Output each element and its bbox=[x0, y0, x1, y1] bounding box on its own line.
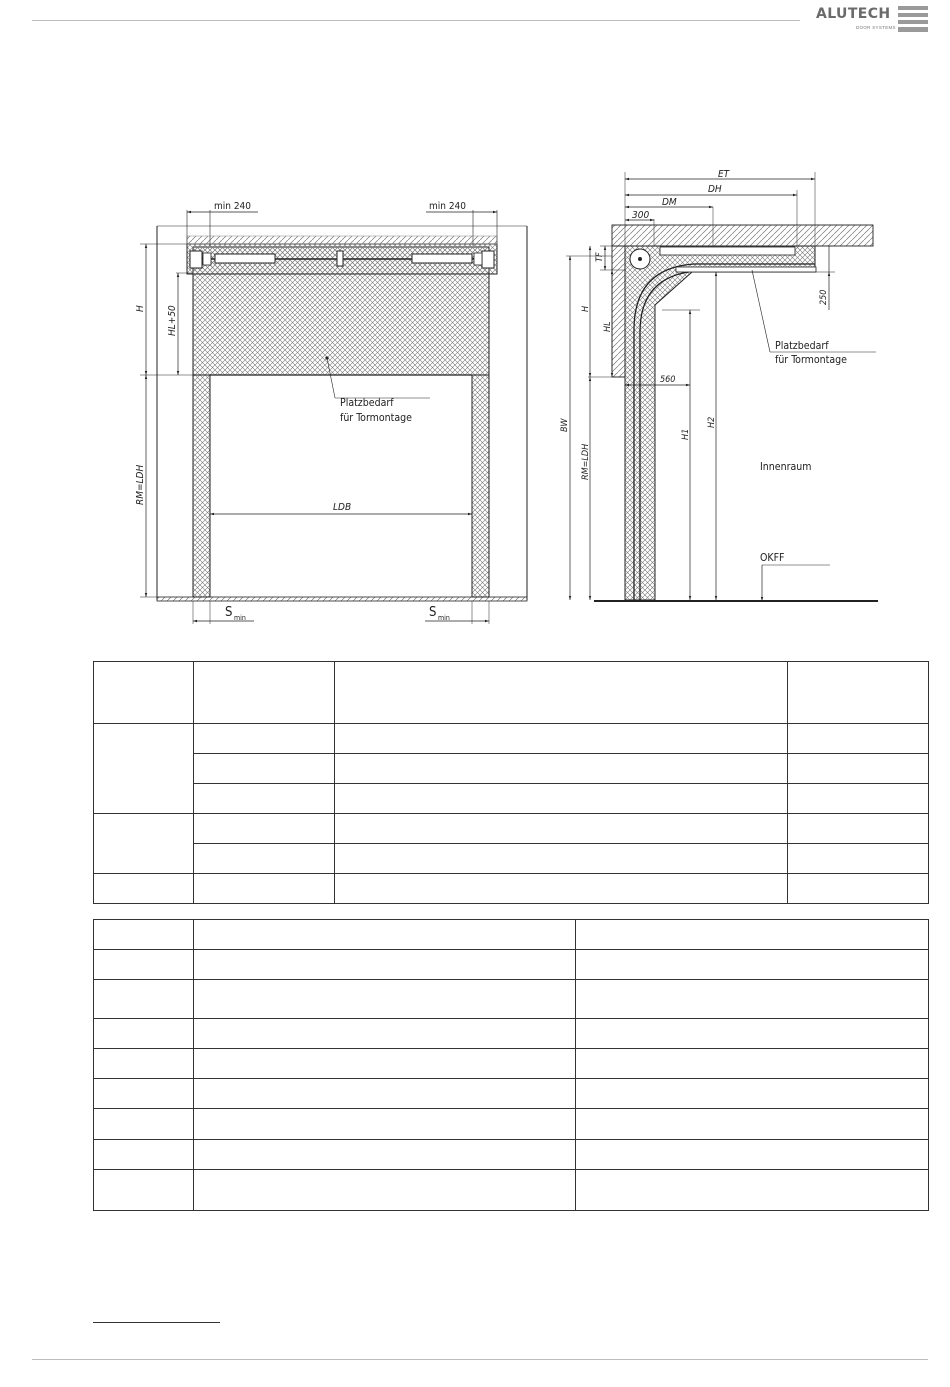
front-callout-line1: Platzbedarf bbox=[340, 397, 394, 409]
table-dimensions-a bbox=[93, 661, 929, 904]
table-row bbox=[94, 1049, 929, 1079]
side-callout-line1: Platzbedarf bbox=[775, 340, 829, 352]
label-okff: OKFF bbox=[760, 552, 785, 564]
table-row bbox=[94, 814, 929, 844]
table-row bbox=[94, 754, 929, 784]
table-dimensions-b bbox=[93, 919, 929, 1211]
brand-subtitle: DOOR SYSTEMS bbox=[856, 25, 896, 30]
table-row bbox=[94, 784, 929, 814]
dim-smin-right: S bbox=[429, 605, 437, 620]
table-row bbox=[94, 980, 929, 1019]
footnote-rule bbox=[93, 1322, 220, 1323]
footer-rule bbox=[32, 1359, 928, 1360]
dim-tf: TF bbox=[595, 252, 605, 262]
dim-bw: BW bbox=[560, 418, 570, 432]
side-callout-line2: für Tormontage bbox=[775, 354, 847, 366]
dim-et: ET bbox=[718, 169, 730, 180]
table-row bbox=[94, 1019, 929, 1049]
front-callout-line2: für Tormontage bbox=[340, 412, 412, 424]
dim-hl-side: HL bbox=[603, 321, 613, 332]
table-row bbox=[94, 1140, 929, 1170]
dim-250: 250 bbox=[819, 289, 829, 305]
dim-300: 300 bbox=[632, 210, 650, 221]
table-row bbox=[94, 920, 929, 950]
table-row bbox=[94, 844, 929, 874]
dim-hl50-front: HL+50 bbox=[167, 305, 178, 336]
side-view bbox=[560, 169, 878, 601]
table-row bbox=[94, 950, 929, 980]
dim-h-front: H bbox=[135, 305, 146, 312]
brand-name: ALUTECH bbox=[816, 6, 891, 22]
dim-h-side: H bbox=[581, 305, 591, 312]
table-row bbox=[94, 1079, 929, 1109]
dim-rm-ldh-front: RM=LDH bbox=[135, 464, 146, 505]
technical-drawing bbox=[0, 0, 950, 640]
dim-ldb: LDB bbox=[333, 502, 352, 513]
dim-h1: H1 bbox=[681, 428, 691, 440]
dim-dm: DM bbox=[662, 197, 677, 208]
table-row bbox=[94, 724, 929, 754]
label-innenraum: Innenraum bbox=[760, 461, 812, 473]
dim-h2: H2 bbox=[707, 416, 717, 428]
table-row bbox=[94, 874, 929, 904]
table-row bbox=[94, 662, 929, 724]
dim-dh: DH bbox=[708, 184, 722, 195]
dim-smin-left: S bbox=[225, 605, 233, 620]
dim-560: 560 bbox=[660, 375, 676, 385]
dim-smin-left-sub: min bbox=[234, 614, 246, 622]
front-view bbox=[135, 201, 527, 624]
table-row bbox=[94, 1170, 929, 1211]
dim-min-left: min 240 bbox=[214, 201, 251, 212]
dim-min-right: min 240 bbox=[429, 201, 466, 212]
table-row bbox=[94, 1109, 929, 1140]
dim-rm-ldh-side: RM=LDH bbox=[581, 443, 591, 480]
dim-smin-right-sub: min bbox=[438, 614, 450, 622]
